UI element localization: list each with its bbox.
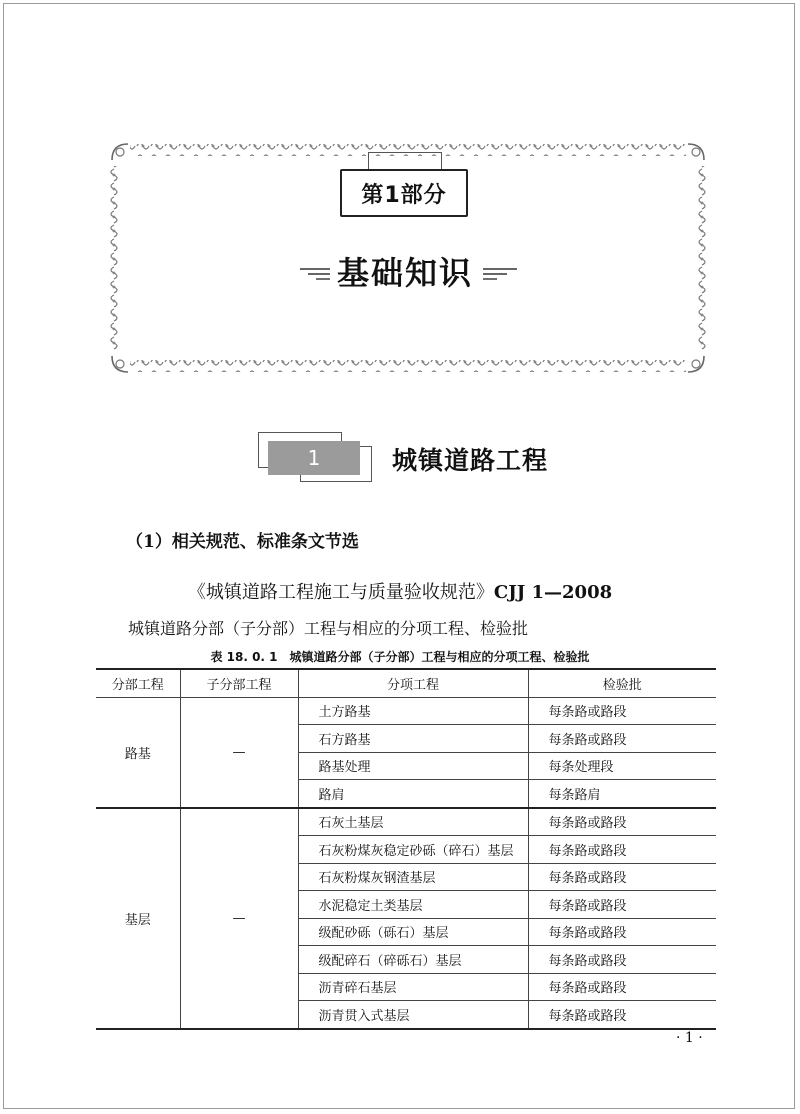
header-division: 分部工程 (96, 669, 180, 697)
batch-cell: 每条路或路段 (528, 891, 716, 919)
batch-cell: 每条路或路段 (528, 863, 716, 891)
batch-cell: 每条路肩 (528, 780, 716, 808)
item-cell: 石灰粉煤灰钢渣基层 (298, 863, 528, 891)
title-ornament-right-icon (483, 266, 517, 282)
item-cell: 路肩 (298, 780, 528, 808)
item-cell: 石灰土基层 (298, 808, 528, 836)
division-cell: 路基 (96, 697, 180, 808)
header-item: 分项工程 (298, 669, 528, 697)
batch-cell: 每条路或路段 (528, 836, 716, 864)
subdivision-cell: — (180, 697, 298, 808)
page-number: · 1 · (676, 1030, 703, 1046)
table-header-row (96, 669, 716, 697)
batch-cell: 每条路或路段 (528, 946, 716, 974)
item-cell: 路基处理 (298, 752, 528, 780)
batch-cell: 每条路或路段 (528, 808, 716, 836)
intro-text: 城镇道路分部（子分部）工程与相应的分项工程、检验批 (128, 619, 529, 638)
header-batch: 检验批 (528, 669, 716, 697)
batch-cell: 每条路或路段 (528, 973, 716, 1001)
batch-cell: 每条路或路段 (528, 918, 716, 946)
standard-title (0, 578, 800, 604)
batch-cell: 每条路或路段 (528, 697, 716, 725)
batch-cell: 每条路或路段 (528, 1001, 716, 1029)
part-title: 基础知识 (336, 254, 473, 292)
batch-cell: 每条处理段 (528, 752, 716, 780)
inspection-table (96, 668, 716, 1030)
table-row (96, 697, 716, 725)
standard-name: 《城镇道路工程施工与质量验收规范》 (187, 582, 494, 603)
batch-cell: 每条路或路段 (528, 725, 716, 753)
chapter-number: 1 (268, 441, 360, 475)
item-cell: 级配碎石（碎砾石）基层 (298, 946, 528, 974)
item-cell: 水泥稳定土类基层 (298, 891, 528, 919)
part-label: 第1部分 (340, 169, 468, 217)
item-cell: 土方路基 (298, 697, 528, 725)
standard-code: CJJ 1—2008 (493, 582, 613, 603)
chapter-title: 城镇道路工程 (392, 446, 549, 475)
title-ornament-left-icon (300, 266, 330, 282)
item-cell: 沥青碎石基层 (298, 973, 528, 1001)
table-row (96, 808, 716, 836)
table-caption: 表 18. 0. 1 城镇道路分部（子分部）工程与相应的分项工程、检验批 (210, 650, 590, 664)
section-title: （1）相关规范、标准条文节选 (126, 532, 359, 552)
item-cell: 沥青贯入式基层 (298, 1001, 528, 1029)
item-cell: 石方路基 (298, 725, 528, 753)
division-cell: 基层 (96, 808, 180, 1029)
subdivision-cell: — (180, 808, 298, 1029)
header-subdivision: 子分部工程 (180, 669, 298, 697)
item-cell: 级配砂砾（砾石）基层 (298, 918, 528, 946)
item-cell: 石灰粉煤灰稳定砂砾（碎石）基层 (298, 836, 528, 864)
